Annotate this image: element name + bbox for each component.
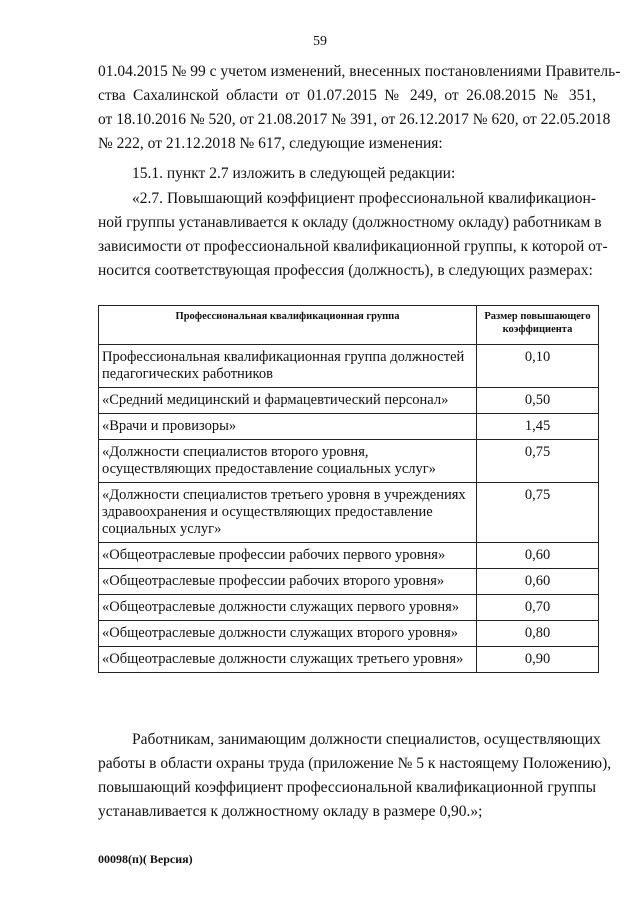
table-header-row xyxy=(99,306,599,345)
group-name: «Общеотраслевые должности служащих третьего уровня» xyxy=(99,647,477,673)
group-name: «Общеотраслевые профессии рабочих первого уровня» xyxy=(99,543,477,569)
group-name: «Должности специалистов третьего уровня в учреждениях здравоохранения и осуществляющих предоставление социальных услуг» xyxy=(99,483,477,543)
intro-line: ства Сахалинской области от 01.07.2015 № 249, от 26.08.2015 № 351, xyxy=(98,87,596,104)
table-row xyxy=(99,483,599,543)
coefficient-value: 0,80 xyxy=(477,621,599,647)
closing-line: работы в области охраны труда (приложение № 5 к настоящему Положению), xyxy=(98,755,612,772)
coefficient-value: 0,60 xyxy=(477,543,599,569)
group-name: «Общеотраслевые должности служащих первого уровня» xyxy=(99,595,477,621)
group-name: «Средний медицинский и фармацевтический персонал» xyxy=(99,388,477,414)
coefficient-value: 0,70 xyxy=(477,595,599,621)
coefficient-value: 0,90 xyxy=(477,647,599,673)
closing-paragraph xyxy=(98,728,612,824)
table-row xyxy=(99,595,599,621)
item-line: 15.1. пункт 2.7 изложить в следующей редакции: xyxy=(132,165,456,182)
page-number: 59 xyxy=(313,34,327,49)
table-row xyxy=(99,621,599,647)
closing-line: Работникам, занимающим должности специалистов, осуществляющих xyxy=(132,731,601,748)
item-paragraph xyxy=(98,162,596,186)
group-name: «Должности специалистов второго уровня, осуществляющих предоставление социальных услуг» xyxy=(99,440,477,483)
group-name: «Общеотраслевые должности служащих второго уровня» xyxy=(99,621,477,647)
coefficient-table xyxy=(98,305,599,673)
closing-line: устанавливается к должностному окладу в размере 0,90.»; xyxy=(98,803,483,820)
quote-line: «2.7. Повышающий коэффициент профессиональной квалификацион- xyxy=(132,190,596,207)
quote-line: носится соответствующая профессия (должность), в следующих размерах: xyxy=(98,262,593,279)
coefficient-value: 0,10 xyxy=(477,345,599,388)
coefficient-value: 1,45 xyxy=(477,414,599,440)
quote-paragraph xyxy=(98,187,608,283)
table-row xyxy=(99,388,599,414)
header-group: Профессиональная квалификационная группа xyxy=(99,306,477,345)
table-row xyxy=(99,345,599,388)
table-row xyxy=(99,647,599,673)
group-name: Профессиональная квалификационная группа должностей педагогических работников xyxy=(99,345,477,388)
coefficient-value: 0,50 xyxy=(477,388,599,414)
closing-line: повышающий коэффициент профессиональной квалификационной группы xyxy=(98,779,596,796)
quote-line: ной группы устанавливается к окладу (должностному окладу) работникам в xyxy=(98,214,602,231)
group-name: «Врачи и провизоры» xyxy=(99,414,477,440)
quote-line: зависимости от профессиональной квалификационной группы, к которой от- xyxy=(98,238,608,255)
coefficient-value: 0,75 xyxy=(477,483,599,543)
coefficient-value: 0,60 xyxy=(477,569,599,595)
intro-paragraph xyxy=(98,60,621,156)
document-footer-code: 00098(п)( Версия) xyxy=(98,852,193,866)
intro-line: № 222, от 21.12.2018 № 617, следующие изменения: xyxy=(98,135,443,152)
intro-line: 01.04.2015 № 99 с учетом изменений, внесенных постановлениями Правитель- xyxy=(98,63,621,80)
header-coefficient: Размер повышающего коэффициента xyxy=(477,306,599,345)
intro-line: от 18.10.2016 № 520, от 21.08.2017 № 391, от 26.12.2017 № 620, от 22.05.2018 xyxy=(98,111,611,128)
group-name: «Общеотраслевые профессии рабочих второго уровня» xyxy=(99,569,477,595)
table-row xyxy=(99,569,599,595)
table-row xyxy=(99,414,599,440)
coefficient-value: 0,75 xyxy=(477,440,599,483)
table-row xyxy=(99,543,599,569)
table-row xyxy=(99,440,599,483)
